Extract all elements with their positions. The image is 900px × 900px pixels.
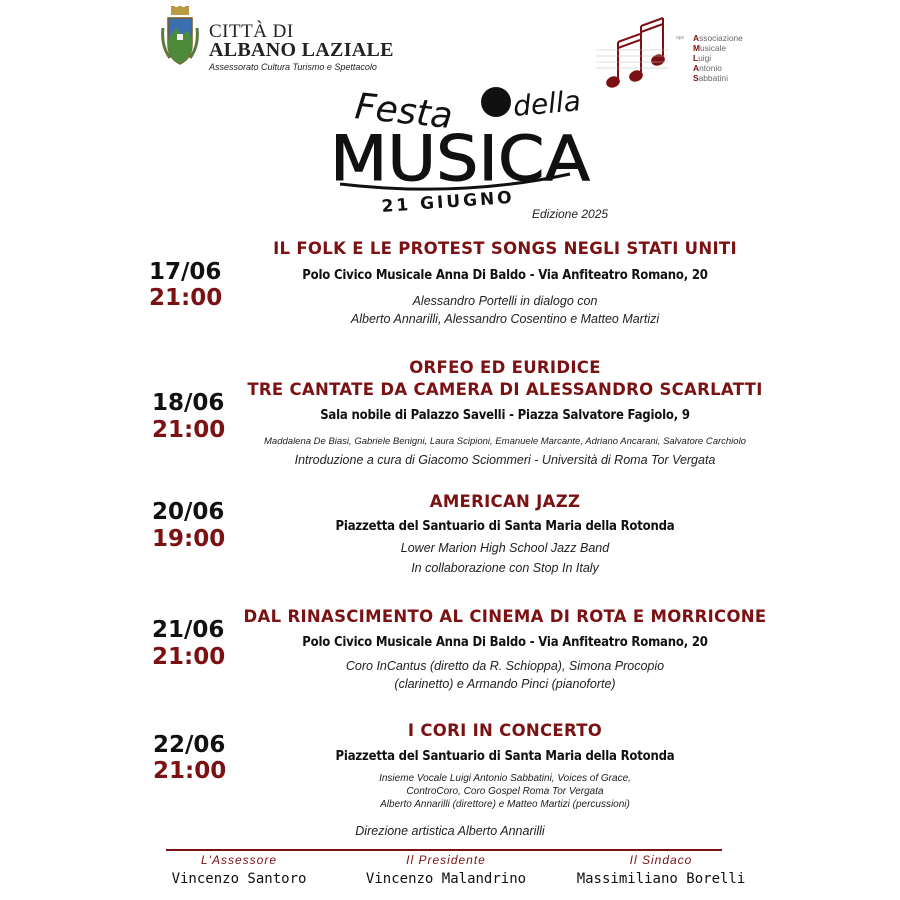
event-venue: Piazzetta del Santuario di Santa Maria della Rotonda	[335, 519, 675, 534]
music-notes-icon	[596, 10, 668, 92]
footer-divider	[166, 849, 722, 851]
city-prefix: CITTÀ DI	[209, 21, 294, 42]
event-title: DAL RINASCIMENTO AL CINEMA DI ROTA E MORRICONE	[243, 607, 767, 626]
event-date: 17/06	[149, 259, 222, 285]
signature-name-presidente: Vincenzo Malandrino	[365, 871, 527, 887]
artistic-direction: Direzione artistica Alberto Annarilli	[355, 824, 545, 838]
event-time: 21:00	[152, 417, 226, 443]
event-detail: In collaborazione con Stop In Italy	[411, 561, 599, 575]
city-department: Assessorato Cultura Turismo e Spettacolo	[209, 62, 377, 72]
event-time: 21:00	[149, 285, 223, 311]
signature-role-assessore: L'Assessore	[201, 853, 277, 867]
event-title: ORFEO ED EURIDICE	[409, 358, 601, 377]
event-time: 21:00	[153, 758, 227, 784]
event-performers: ControCoro, Coro Gospel Roma Tor Vergata	[406, 786, 604, 797]
event-detail: Lower Marion High School Jazz Band	[400, 541, 610, 555]
event-title: AMERICAN JAZZ	[429, 492, 581, 511]
event-date: 21/06	[152, 617, 225, 643]
association-name: Associazione Musicale Luigi Antonio Sabbatini	[693, 33, 743, 83]
event-venue: Polo Civico Musicale Anna Di Baldo - Via Anfiteatro Romano, 20	[302, 635, 708, 650]
event-venue: Sala nobile di Palazzo Savelli - Piazza Salvatore Fagiolo, 9	[320, 408, 690, 423]
association-aps: aps	[676, 35, 685, 41]
event-performers: Maddalena De Biasi, Gabriele Benigni, Laura Scipioni, Emanuele Marcante, Adriano Ancarani, Salvatore Carchiolo	[264, 436, 746, 447]
signature-name-assessore: Vincenzo Santoro	[171, 871, 307, 887]
logo-date: 21 GIUGNO	[380, 187, 516, 217]
signature-name-sindaco: Massimiliano Borelli	[576, 871, 746, 887]
event-detail: Coro InCantus (diretto da R. Schioppa), Simona Procopio	[345, 659, 665, 673]
event-venue: Polo Civico Musicale Anna Di Baldo - Via Anfiteatro Romano, 20	[302, 268, 708, 283]
event-performers: Alberto Annarilli (direttore) e Matteo Martizi (percussioni)	[380, 799, 630, 810]
logo-dot	[481, 87, 511, 117]
event-venue: Piazzetta del Santuario di Santa Maria della Rotonda	[335, 749, 675, 764]
event-date: 20/06	[152, 499, 225, 525]
city-crest-icon	[160, 6, 200, 68]
event-title: I CORI IN CONCERTO	[407, 721, 603, 740]
logo-word-della: della	[511, 84, 583, 123]
event-time: 19:00	[152, 526, 226, 552]
logo-word-festa: Festa	[353, 86, 455, 138]
signature-role-sindaco: Il Sindaco	[629, 853, 693, 867]
festa-della-musica-logo	[310, 78, 600, 220]
event-title-line2: TRE CANTATE DA CAMERA DI ALESSANDRO SCARLATTI	[247, 380, 763, 399]
edition-label: Edizione 2025	[532, 207, 609, 221]
event-date: 22/06	[153, 732, 226, 758]
event-date: 18/06	[152, 390, 225, 416]
event-title: IL FOLK E LE PROTEST SONGS NEGLI STATI UNITI	[273, 239, 737, 258]
logo-word-musica: MUSICA	[330, 122, 590, 195]
city-name: ALBANO LAZIALE	[209, 39, 394, 61]
event-detail: (clarinetto) e Armando Pinci (pianoforte)	[394, 677, 616, 691]
signature-role-presidente: Il Presidente	[406, 853, 486, 867]
event-detail: Alessandro Portelli in dialogo con	[412, 294, 598, 308]
event-detail: Introduzione a cura di Giacomo Sciommeri - Università di Roma Tor Vergata	[294, 453, 716, 467]
event-time: 21:00	[152, 644, 226, 670]
event-detail: Alberto Annarilli, Alessandro Cosentino e Matteo Martizi	[350, 312, 660, 326]
event-performers: Insieme Vocale Luigi Antonio Sabbatini, Voices of Grace,	[379, 773, 631, 784]
